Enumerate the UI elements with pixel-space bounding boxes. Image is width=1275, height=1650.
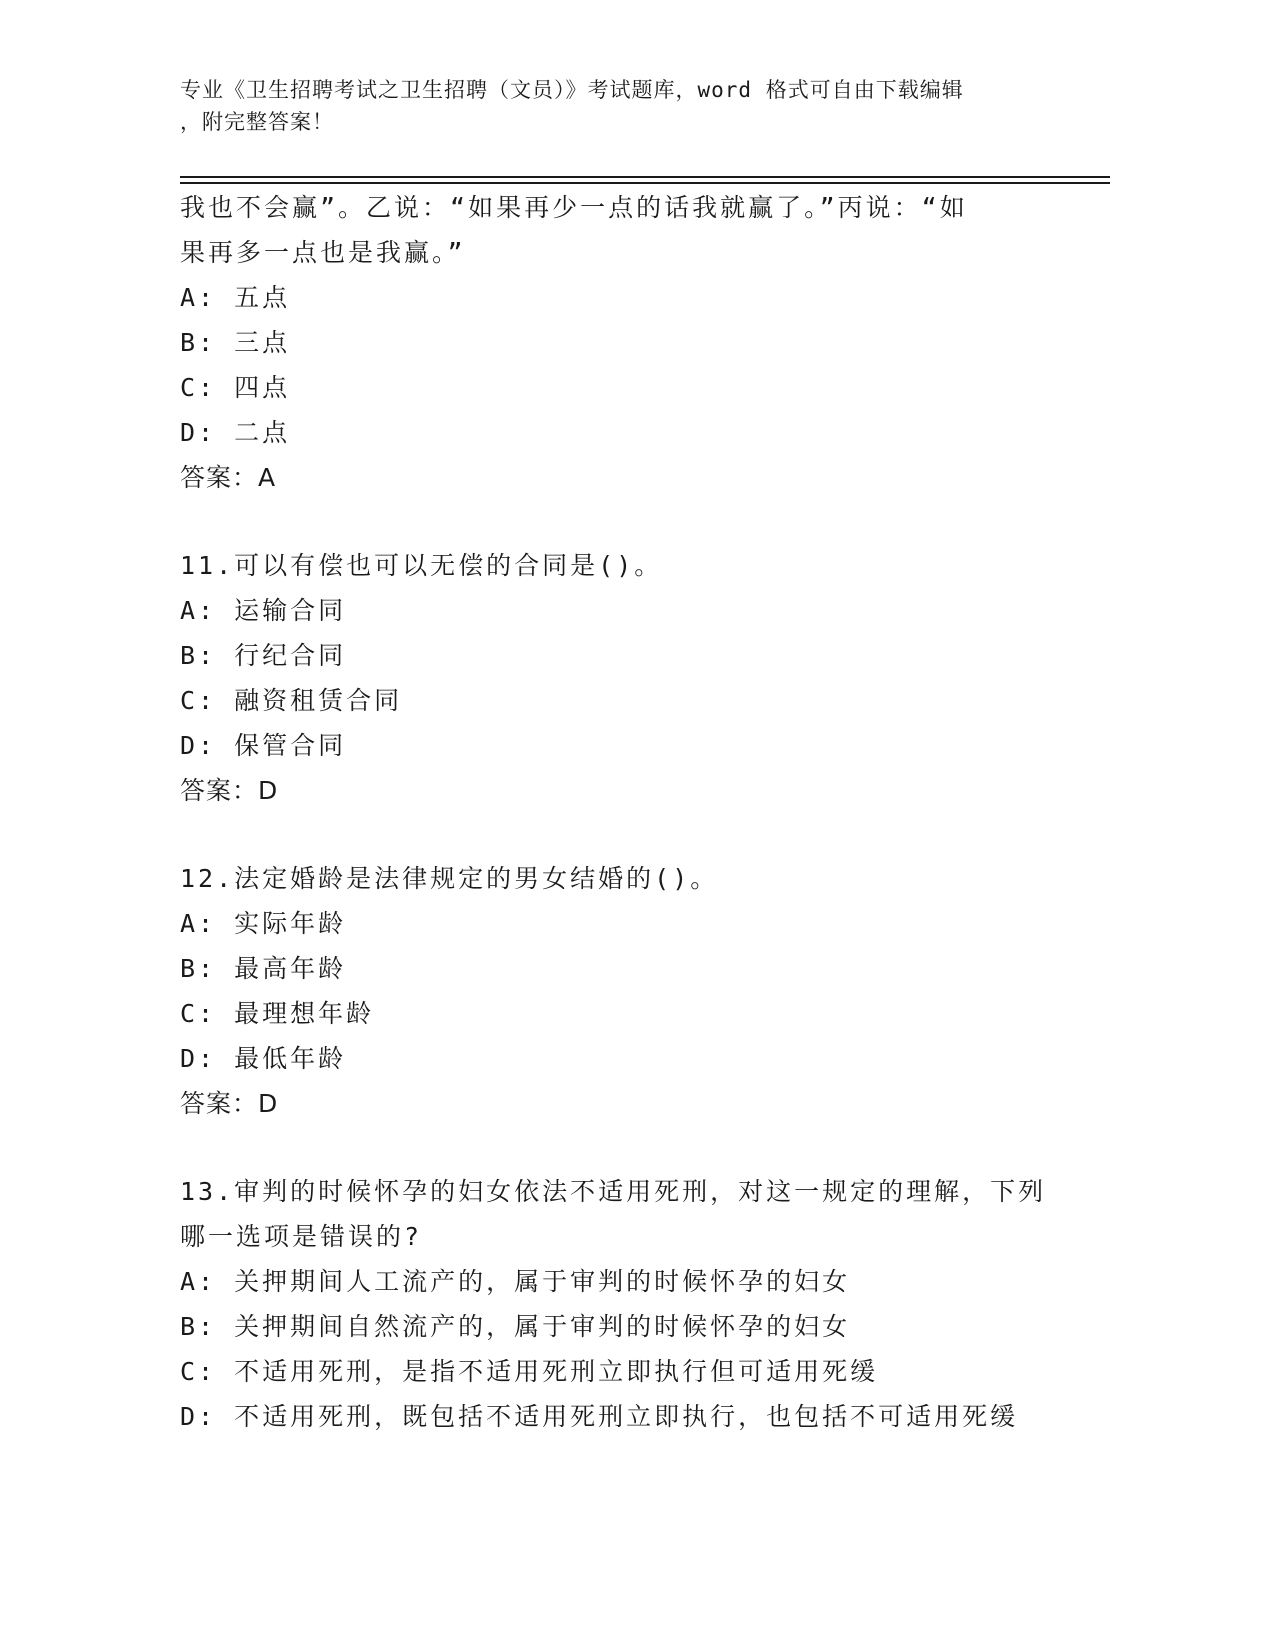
question-text-line: 11.可以有偿也可以无偿的合同是()。 bbox=[180, 551, 663, 580]
option-label: A: bbox=[180, 283, 217, 312]
option-text: 行纪合同 bbox=[234, 641, 347, 670]
header-title-line: 专业《卫生招聘考试之卫生招聘（文员）》考试题库，word 格式可自由下载编辑 bbox=[180, 78, 964, 102]
question-block-13 bbox=[180, 1176, 1080, 1433]
option-label: B: bbox=[180, 641, 217, 670]
question-text-line: 果再多一点也是我赢。” bbox=[180, 238, 466, 267]
option-b bbox=[180, 953, 1080, 985]
question-text-line: 我也不会赢”。乙说：“如果再少一点的话我就赢了。”丙说：“如 bbox=[180, 193, 968, 222]
option-label: C: bbox=[180, 686, 217, 715]
option-text: 五点 bbox=[234, 283, 291, 312]
option-a bbox=[180, 595, 1080, 627]
option-c bbox=[180, 685, 1080, 717]
option-label: B: bbox=[180, 1312, 217, 1341]
option-text: 不适用死刑，是指不适用死刑立即执行但可适用死缓 bbox=[234, 1357, 879, 1386]
option-text: 最低年龄 bbox=[234, 1044, 347, 1073]
option-d bbox=[180, 1401, 1080, 1433]
option-text: 融资租赁合同 bbox=[234, 686, 403, 715]
option-text: 运输合同 bbox=[234, 596, 347, 625]
option-a bbox=[180, 908, 1080, 940]
option-label: C: bbox=[180, 373, 217, 402]
option-label: A: bbox=[180, 1267, 217, 1296]
spacer bbox=[180, 820, 1080, 863]
option-text: 关押期间人工流产的，属于审判的时候怀孕的妇女 bbox=[234, 1267, 851, 1296]
option-d bbox=[180, 417, 1080, 449]
question-block-continued bbox=[180, 192, 1080, 494]
option-b bbox=[180, 1311, 1080, 1343]
header-divider-bottom bbox=[180, 182, 1110, 184]
option-a bbox=[180, 1266, 1080, 1298]
spacer bbox=[180, 1133, 1080, 1176]
question-text-line: 12.法定婚龄是法律规定的男女结婚的()。 bbox=[180, 864, 719, 893]
question-text-line: 哪一选项是错误的? bbox=[180, 1222, 423, 1251]
option-text: 三点 bbox=[234, 328, 291, 357]
answer-line: 答案：A bbox=[180, 463, 277, 492]
option-label: D: bbox=[180, 1044, 217, 1073]
question-block-12 bbox=[180, 863, 1080, 1120]
option-d bbox=[180, 1043, 1080, 1075]
question-text-line: 13.审判的时候怀孕的妇女依法不适用死刑，对这一规定的理解，下列 bbox=[180, 1177, 1047, 1206]
option-text: 关押期间自然流产的，属于审判的时候怀孕的妇女 bbox=[234, 1312, 851, 1341]
spacer bbox=[180, 507, 1080, 550]
question-block-11 bbox=[180, 550, 1080, 807]
option-text: 保管合同 bbox=[234, 731, 347, 760]
option-c bbox=[180, 1356, 1080, 1388]
option-label: B: bbox=[180, 328, 217, 357]
option-text: 最高年龄 bbox=[234, 954, 347, 983]
question-list bbox=[180, 192, 1080, 1446]
option-label: A: bbox=[180, 596, 217, 625]
option-c bbox=[180, 372, 1080, 404]
option-text: 最理想年龄 bbox=[234, 999, 375, 1028]
option-d bbox=[180, 730, 1080, 762]
page-header bbox=[180, 74, 1060, 138]
option-text: 二点 bbox=[234, 418, 291, 447]
option-text: 四点 bbox=[234, 373, 291, 402]
answer-line: 答案：D bbox=[180, 1089, 279, 1118]
option-label: A: bbox=[180, 909, 217, 938]
option-b bbox=[180, 640, 1080, 672]
option-text: 实际年龄 bbox=[234, 909, 347, 938]
option-label: C: bbox=[180, 999, 217, 1028]
header-subtitle-line: ，附完整答案！ bbox=[180, 110, 334, 134]
header-divider-top bbox=[180, 176, 1110, 178]
option-label: D: bbox=[180, 1402, 217, 1431]
answer-line: 答案：D bbox=[180, 776, 279, 805]
option-label: B: bbox=[180, 954, 217, 983]
option-text: 不适用死刑，既包括不适用死刑立即执行，也包括不可适用死缓 bbox=[234, 1402, 1019, 1431]
option-a bbox=[180, 282, 1080, 314]
option-c bbox=[180, 998, 1080, 1030]
option-label: D: bbox=[180, 418, 217, 447]
option-label: C: bbox=[180, 1357, 217, 1386]
option-label: D: bbox=[180, 731, 217, 760]
option-b bbox=[180, 327, 1080, 359]
